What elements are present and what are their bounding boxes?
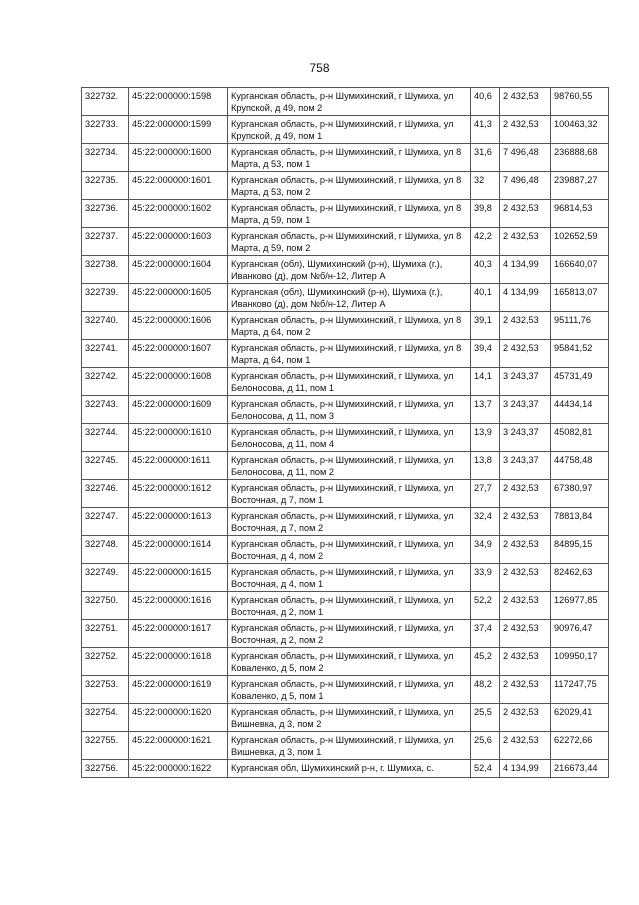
table-row bbox=[82, 592, 609, 620]
rate-cell: 2 432,53 bbox=[500, 480, 551, 508]
table-row bbox=[82, 620, 609, 648]
address-cell: Курганская область, р-н Шумихинский, г Шумиха, ул Восточная, д 7, пом 1 bbox=[228, 480, 471, 508]
rate-cell: 2 432,53 bbox=[500, 704, 551, 732]
address-cell: Курганская (обл), Шумихинский (р-н), Шумиха (г.), Иванково (д), дом №б/н-12, Литер А bbox=[228, 284, 471, 312]
row-number-cell: 322745. bbox=[82, 452, 129, 480]
row-number-cell: 322749. bbox=[82, 564, 129, 592]
table-row bbox=[82, 704, 609, 732]
cadastral-number-cell: 45:22:000000:1609 bbox=[129, 396, 228, 424]
row-number-cell: 322755. bbox=[82, 732, 129, 760]
cadastral-number-cell: 45:22:000000:1620 bbox=[129, 704, 228, 732]
table-row bbox=[82, 312, 609, 340]
address-cell: Курганская область, р-н Шумихинский, г Шумиха, ул Восточная, д 7, пом 2 bbox=[228, 508, 471, 536]
row-number-cell: 322756. bbox=[82, 760, 129, 778]
area-cell: 42,2 bbox=[471, 228, 500, 256]
table-row bbox=[82, 452, 609, 480]
rate-cell: 3 243,37 bbox=[500, 452, 551, 480]
rate-cell: 2 432,53 bbox=[500, 228, 551, 256]
row-number-cell: 322736. bbox=[82, 200, 129, 228]
table-row bbox=[82, 424, 609, 452]
cadastral-value-cell: 62272,66 bbox=[551, 732, 609, 760]
rate-cell: 3 243,37 bbox=[500, 368, 551, 396]
rate-cell: 2 432,53 bbox=[500, 732, 551, 760]
row-number-cell: 322741. bbox=[82, 340, 129, 368]
table-row bbox=[82, 508, 609, 536]
row-number-cell: 322746. bbox=[82, 480, 129, 508]
table-row bbox=[82, 564, 609, 592]
area-cell: 13,9 bbox=[471, 424, 500, 452]
address-cell: Курганская область, р-н Шумихинский, г Шумиха, ул Вишневка, д 3, пом 2 bbox=[228, 704, 471, 732]
cadastral-number-cell: 45:22:000000:1606 bbox=[129, 312, 228, 340]
area-cell: 25,5 bbox=[471, 704, 500, 732]
cadastral-number-cell: 45:22:000000:1619 bbox=[129, 676, 228, 704]
cadastral-number-cell: 45:22:000000:1622 bbox=[129, 760, 228, 778]
area-cell: 27,7 bbox=[471, 480, 500, 508]
area-cell: 40,6 bbox=[471, 88, 500, 116]
rate-cell: 2 432,53 bbox=[500, 676, 551, 704]
cadastral-value-cell: 95111,76 bbox=[551, 312, 609, 340]
address-cell: Курганская область, р-н Шумихинский, г Шумиха, ул 8 Марта, д 59, пом 1 bbox=[228, 200, 471, 228]
row-number-cell: 322738. bbox=[82, 256, 129, 284]
area-cell: 41,3 bbox=[471, 116, 500, 144]
cadastral-number-cell: 45:22:000000:1611 bbox=[129, 452, 228, 480]
cadastral-number-cell: 45:22:000000:1614 bbox=[129, 536, 228, 564]
rate-cell: 2 432,53 bbox=[500, 312, 551, 340]
address-cell: Курганская область, р-н Шумихинский, г Шумиха, ул Вишневка, д 3, пом 1 bbox=[228, 732, 471, 760]
cadastral-value-cell: 117247,75 bbox=[551, 676, 609, 704]
cadastral-number-cell: 45:22:000000:1600 bbox=[129, 144, 228, 172]
area-cell: 40,1 bbox=[471, 284, 500, 312]
rate-cell: 2 432,53 bbox=[500, 564, 551, 592]
rate-cell: 2 432,53 bbox=[500, 536, 551, 564]
cadastral-number-cell: 45:22:000000:1601 bbox=[129, 172, 228, 200]
registry-table bbox=[81, 87, 609, 778]
address-cell: Курганская область, р-н Шумихинский, г Шумиха, ул Крупской, д 49, пом 1 bbox=[228, 116, 471, 144]
area-cell: 14,1 bbox=[471, 368, 500, 396]
rate-cell: 2 432,53 bbox=[500, 592, 551, 620]
row-number-cell: 322737. bbox=[82, 228, 129, 256]
area-cell: 45,2 bbox=[471, 648, 500, 676]
area-cell: 48,2 bbox=[471, 676, 500, 704]
row-number-cell: 322744. bbox=[82, 424, 129, 452]
rate-cell: 3 243,37 bbox=[500, 396, 551, 424]
cadastral-number-cell: 45:22:000000:1603 bbox=[129, 228, 228, 256]
rate-cell: 2 432,53 bbox=[500, 508, 551, 536]
cadastral-number-cell: 45:22:000000:1604 bbox=[129, 256, 228, 284]
cadastral-number-cell: 45:22:000000:1598 bbox=[129, 88, 228, 116]
registry-table-body bbox=[82, 88, 609, 778]
cadastral-value-cell: 45731,49 bbox=[551, 368, 609, 396]
area-cell: 13,8 bbox=[471, 452, 500, 480]
address-cell: Курганская область, р-н Шумихинский, г Шумиха, ул Белоносова, д 11, пом 2 bbox=[228, 452, 471, 480]
cadastral-number-cell: 45:22:000000:1616 bbox=[129, 592, 228, 620]
address-cell: Курганская область, р-н Шумихинский, г Шумиха, ул 8 Марта, д 53, пом 2 bbox=[228, 172, 471, 200]
cadastral-number-cell: 45:22:000000:1618 bbox=[129, 648, 228, 676]
cadastral-value-cell: 126977,85 bbox=[551, 592, 609, 620]
row-number-cell: 322734. bbox=[82, 144, 129, 172]
address-cell: Курганская область, р-н Шумихинский, г Шумиха, ул Восточная, д 4, пом 2 bbox=[228, 536, 471, 564]
table-row bbox=[82, 144, 609, 172]
cadastral-value-cell: 45082,81 bbox=[551, 424, 609, 452]
rate-cell: 3 243,37 bbox=[500, 424, 551, 452]
rate-cell: 7 496,48 bbox=[500, 144, 551, 172]
area-cell: 13,7 bbox=[471, 396, 500, 424]
cadastral-value-cell: 109950,17 bbox=[551, 648, 609, 676]
rate-cell: 2 432,53 bbox=[500, 88, 551, 116]
rate-cell: 2 432,53 bbox=[500, 648, 551, 676]
area-cell: 39,8 bbox=[471, 200, 500, 228]
cadastral-value-cell: 78813,84 bbox=[551, 508, 609, 536]
table-row bbox=[82, 88, 609, 116]
row-number-cell: 322747. bbox=[82, 508, 129, 536]
table-row bbox=[82, 732, 609, 760]
cadastral-number-cell: 45:22:000000:1602 bbox=[129, 200, 228, 228]
address-cell: Курганская область, р-н Шумихинский, г Шумиха, ул Коваленко, д 5, пом 2 bbox=[228, 648, 471, 676]
page-number: 758 bbox=[309, 61, 330, 75]
row-number-cell: 322751. bbox=[82, 620, 129, 648]
address-cell: Курганская область, р-н Шумихинский, г Шумиха, ул Крупской, д 49, пом 2 bbox=[228, 88, 471, 116]
row-number-cell: 322732. bbox=[82, 88, 129, 116]
table-row bbox=[82, 116, 609, 144]
cadastral-value-cell: 44434,14 bbox=[551, 396, 609, 424]
cadastral-number-cell: 45:22:000000:1621 bbox=[129, 732, 228, 760]
cadastral-value-cell: 95841,52 bbox=[551, 340, 609, 368]
cadastral-number-cell: 45:22:000000:1613 bbox=[129, 508, 228, 536]
cadastral-value-cell: 102652,59 bbox=[551, 228, 609, 256]
cadastral-value-cell: 82462,63 bbox=[551, 564, 609, 592]
row-number-cell: 322742. bbox=[82, 368, 129, 396]
area-cell: 25,6 bbox=[471, 732, 500, 760]
cadastral-value-cell: 90976,47 bbox=[551, 620, 609, 648]
rate-cell: 4 134,99 bbox=[500, 284, 551, 312]
area-cell: 52,4 bbox=[471, 760, 500, 778]
address-cell: Курганская область, р-н Шумихинский, г Шумиха, ул 8 Марта, д 59, пом 2 bbox=[228, 228, 471, 256]
address-cell: Курганская обл, Шумихинский р-н, г. Шумиха, с. bbox=[228, 760, 471, 778]
address-cell: Курганская область, р-н Шумихинский, г Шумиха, ул Белоносова, д 11, пом 3 bbox=[228, 396, 471, 424]
area-cell: 52,2 bbox=[471, 592, 500, 620]
address-cell: Курганская (обл), Шумихинский (р-н), Шумиха (г.), Иванково (д), дом №б/н-12, Литер А bbox=[228, 256, 471, 284]
rate-cell: 2 432,53 bbox=[500, 116, 551, 144]
area-cell: 32,4 bbox=[471, 508, 500, 536]
cadastral-value-cell: 98760,55 bbox=[551, 88, 609, 116]
area-cell: 37,4 bbox=[471, 620, 500, 648]
row-number-cell: 322739. bbox=[82, 284, 129, 312]
cadastral-value-cell: 84895,15 bbox=[551, 536, 609, 564]
row-number-cell: 322733. bbox=[82, 116, 129, 144]
area-cell: 40,3 bbox=[471, 256, 500, 284]
rate-cell: 2 432,53 bbox=[500, 340, 551, 368]
row-number-cell: 322740. bbox=[82, 312, 129, 340]
cadastral-number-cell: 45:22:000000:1607 bbox=[129, 340, 228, 368]
cadastral-number-cell: 45:22:000000:1610 bbox=[129, 424, 228, 452]
cadastral-number-cell: 45:22:000000:1617 bbox=[129, 620, 228, 648]
row-number-cell: 322752. bbox=[82, 648, 129, 676]
table-row bbox=[82, 480, 609, 508]
table-row bbox=[82, 368, 609, 396]
area-cell: 39,4 bbox=[471, 340, 500, 368]
area-cell: 34,9 bbox=[471, 536, 500, 564]
row-number-cell: 322750. bbox=[82, 592, 129, 620]
cadastral-value-cell: 165813,07 bbox=[551, 284, 609, 312]
cadastral-value-cell: 62029,41 bbox=[551, 704, 609, 732]
area-cell: 31,6 bbox=[471, 144, 500, 172]
row-number-cell: 322753. bbox=[82, 676, 129, 704]
address-cell: Курганская область, р-н Шумихинский, г Шумиха, ул 8 Марта, д 64, пом 2 bbox=[228, 312, 471, 340]
cadastral-value-cell: 67380,97 bbox=[551, 480, 609, 508]
cadastral-value-cell: 236888,68 bbox=[551, 144, 609, 172]
address-cell: Курганская область, р-н Шумихинский, г Шумиха, ул 8 Марта, д 64, пом 1 bbox=[228, 340, 471, 368]
rate-cell: 4 134,99 bbox=[500, 760, 551, 778]
cadastral-value-cell: 216673,44 bbox=[551, 760, 609, 778]
rate-cell: 2 432,53 bbox=[500, 620, 551, 648]
row-number-cell: 322743. bbox=[82, 396, 129, 424]
cadastral-value-cell: 166640,07 bbox=[551, 256, 609, 284]
cadastral-number-cell: 45:22:000000:1612 bbox=[129, 480, 228, 508]
cadastral-number-cell: 45:22:000000:1615 bbox=[129, 564, 228, 592]
area-cell: 33,9 bbox=[471, 564, 500, 592]
cadastral-value-cell: 239887,27 bbox=[551, 172, 609, 200]
table-row bbox=[82, 676, 609, 704]
address-cell: Курганская область, р-н Шумихинский, г Шумиха, ул Белоносова, д 11, пом 4 bbox=[228, 424, 471, 452]
area-cell: 32 bbox=[471, 172, 500, 200]
area-cell: 39,1 bbox=[471, 312, 500, 340]
table-row bbox=[82, 396, 609, 424]
rate-cell: 2 432,53 bbox=[500, 200, 551, 228]
row-number-cell: 322748. bbox=[82, 536, 129, 564]
address-cell: Курганская область, р-н Шумихинский, г Шумиха, ул Восточная, д 2, пом 2 bbox=[228, 620, 471, 648]
table-row bbox=[82, 228, 609, 256]
table-row bbox=[82, 256, 609, 284]
rate-cell: 4 134,99 bbox=[500, 256, 551, 284]
address-cell: Курганская область, р-н Шумихинский, г Шумиха, ул Восточная, д 2, пом 1 bbox=[228, 592, 471, 620]
address-cell: Курганская область, р-н Шумихинский, г Шумиха, ул Восточная, д 4, пом 1 bbox=[228, 564, 471, 592]
table-row bbox=[82, 760, 609, 778]
address-cell: Курганская область, р-н Шумихинский, г Шумиха, ул Коваленко, д 5, пом 1 bbox=[228, 676, 471, 704]
table-row bbox=[82, 200, 609, 228]
row-number-cell: 322735. bbox=[82, 172, 129, 200]
table-row bbox=[82, 284, 609, 312]
address-cell: Курганская область, р-н Шумихинский, г Шумиха, ул Белоносова, д 11, пом 1 bbox=[228, 368, 471, 396]
cadastral-value-cell: 100463,32 bbox=[551, 116, 609, 144]
table-row bbox=[82, 172, 609, 200]
cadastral-value-cell: 44758,48 bbox=[551, 452, 609, 480]
row-number-cell: 322754. bbox=[82, 704, 129, 732]
cadastral-number-cell: 45:22:000000:1599 bbox=[129, 116, 228, 144]
table-row bbox=[82, 536, 609, 564]
table-row bbox=[82, 648, 609, 676]
cadastral-number-cell: 45:22:000000:1605 bbox=[129, 284, 228, 312]
cadastral-value-cell: 96814,53 bbox=[551, 200, 609, 228]
address-cell: Курганская область, р-н Шумихинский, г Шумиха, ул 8 Марта, д 53, пом 1 bbox=[228, 144, 471, 172]
cadastral-number-cell: 45:22:000000:1608 bbox=[129, 368, 228, 396]
rate-cell: 7 496,48 bbox=[500, 172, 551, 200]
table-row bbox=[82, 340, 609, 368]
